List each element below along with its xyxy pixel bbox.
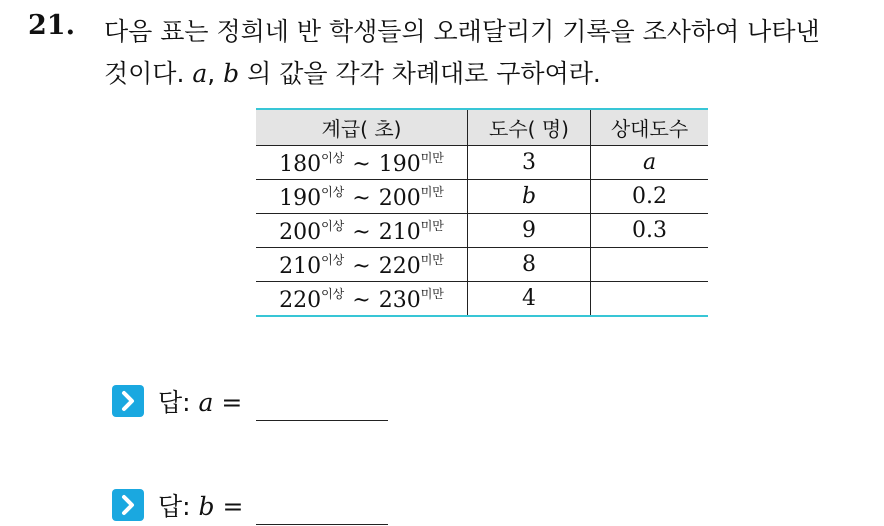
range-tilde: ~ xyxy=(352,253,371,279)
range-to-suffix: 미만 xyxy=(420,218,444,233)
cell-frequency: 3 xyxy=(468,146,591,180)
answer-label xyxy=(158,383,242,419)
cell-frequency: 8 xyxy=(468,248,591,282)
cell-relative-frequency: 0.2 xyxy=(591,180,709,214)
comma: , xyxy=(207,59,224,88)
question-text-line1: 다음 표는 정희네 반 학생들의 오래달리기 기록을 조사하여 나타낸 xyxy=(104,17,820,46)
cell-frequency: 4 xyxy=(468,282,591,317)
answer-prefix: 답: xyxy=(158,492,199,521)
range-from-suffix: 이상 xyxy=(321,218,345,233)
class-range xyxy=(279,152,444,177)
chevron-right-icon xyxy=(112,385,144,417)
range-from: 200 xyxy=(279,219,322,245)
variable-a: a xyxy=(192,59,208,88)
range-from: 220 xyxy=(279,287,322,313)
answer-variable: a xyxy=(198,388,214,417)
range-from-suffix: 이상 xyxy=(321,150,345,165)
variable-b: b xyxy=(223,59,240,88)
cell-class xyxy=(256,282,468,317)
class-range xyxy=(279,254,444,279)
range-to-suffix: 미만 xyxy=(420,184,444,199)
question-number: 21. xyxy=(28,10,75,41)
answer-blank-a[interactable] xyxy=(256,420,388,421)
cell-class xyxy=(256,146,468,180)
table-row xyxy=(256,146,708,180)
range-tilde: ~ xyxy=(352,287,371,313)
answer-blank-b[interactable] xyxy=(256,524,388,525)
chevron-right-icon xyxy=(112,489,144,521)
range-to-suffix: 미만 xyxy=(420,252,444,267)
cell-frequency: b xyxy=(468,180,591,214)
header-class: 계급( 초) xyxy=(256,109,468,146)
range-from: 210 xyxy=(279,253,322,279)
answer-prefix: 답: xyxy=(158,388,199,417)
table-row xyxy=(256,180,708,214)
range-from: 180 xyxy=(279,151,322,177)
header-frequency: 도수( 명) xyxy=(468,109,591,146)
table-row xyxy=(256,282,708,317)
cell-relative-frequency: 0.3 xyxy=(591,214,709,248)
question-text-post: 의 값을 각각 차례대로 구하여라. xyxy=(239,59,601,88)
range-from-suffix: 이상 xyxy=(321,252,345,267)
range-tilde: ~ xyxy=(352,219,371,245)
answer-variable: b xyxy=(198,492,215,521)
table-row xyxy=(256,214,708,248)
range-to: 210 xyxy=(378,219,421,245)
range-to: 220 xyxy=(378,253,421,279)
table-header-row xyxy=(256,109,708,146)
cell-frequency: 9 xyxy=(468,214,591,248)
range-tilde: ~ xyxy=(352,185,371,211)
question-text-pre: 것이다. xyxy=(104,59,193,88)
answer-label xyxy=(158,487,243,523)
answer-equals: = xyxy=(213,388,243,417)
class-range xyxy=(279,186,444,211)
range-to: 190 xyxy=(378,151,421,177)
range-tilde: ~ xyxy=(352,151,371,177)
cell-relative-frequency: a xyxy=(591,146,709,180)
range-to: 230 xyxy=(378,287,421,313)
range-from-suffix: 이상 xyxy=(321,184,345,199)
header-relative-frequency: 상대도수 xyxy=(591,109,709,146)
class-range xyxy=(279,288,444,313)
cell-class xyxy=(256,180,468,214)
question-text-line2 xyxy=(104,54,601,90)
cell-relative-frequency xyxy=(591,248,709,282)
range-to-suffix: 미만 xyxy=(420,286,444,301)
class-range xyxy=(279,220,444,245)
cell-class xyxy=(256,248,468,282)
table-row xyxy=(256,248,708,282)
range-to: 200 xyxy=(378,185,421,211)
range-from: 190 xyxy=(279,185,322,211)
cell-class xyxy=(256,214,468,248)
range-to-suffix: 미만 xyxy=(420,150,444,165)
range-from-suffix: 이상 xyxy=(321,286,345,301)
answer-equals: = xyxy=(214,492,244,521)
frequency-table xyxy=(256,108,708,317)
cell-relative-frequency xyxy=(591,282,709,317)
